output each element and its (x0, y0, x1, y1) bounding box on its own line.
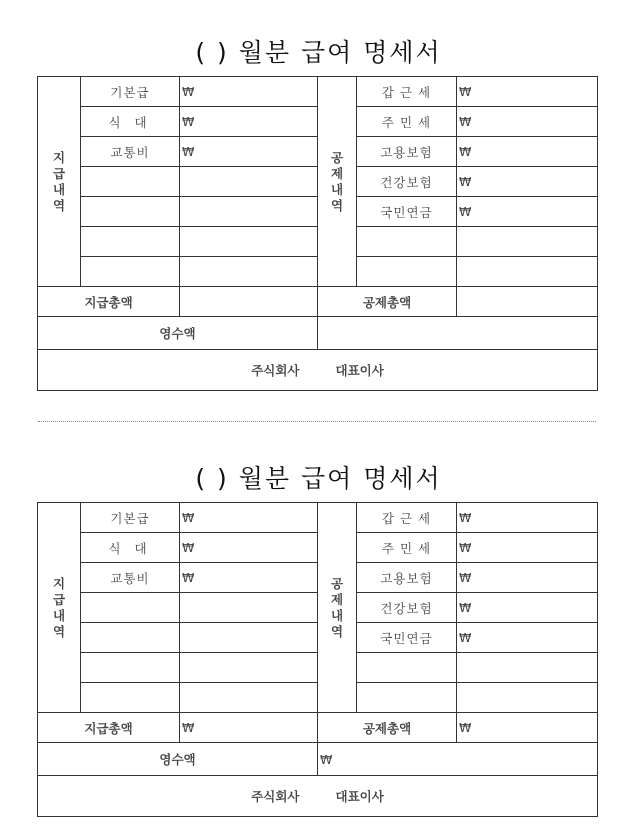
ceo-label: 대표이사 (335, 363, 384, 378)
pay-section-char: 지 (52, 575, 66, 591)
pay-item-label (81, 167, 180, 197)
pay-section-char: 지 (52, 149, 66, 165)
deduct-item-label: 주 민 세 (357, 533, 457, 563)
deduct-section-char: 역 (330, 623, 344, 639)
deduct-item-label: 고용보험 (357, 563, 457, 593)
pay-item-label (81, 257, 180, 287)
payslip-table (37, 502, 598, 817)
deduct-item-label: 갑 근 세 (357, 77, 457, 107)
pay-section-char: 급 (52, 591, 66, 607)
pay-total-value[interactable]: ₩ (180, 713, 318, 743)
pay-item-value[interactable] (180, 227, 318, 257)
signature-row (38, 776, 598, 817)
deduct-section-char: 제 (330, 165, 344, 181)
pay-item-label: 식 대 (81, 533, 180, 563)
deduct-item-label: 갑 근 세 (357, 503, 457, 533)
pay-item-value[interactable]: ₩ (180, 533, 318, 563)
totals-row (38, 287, 598, 317)
pay-item-value[interactable] (180, 167, 318, 197)
pay-item-value[interactable] (180, 593, 318, 623)
deduct-item-label (357, 683, 457, 713)
pay-total-label: 지급총액 (38, 287, 180, 317)
deduct-item-value[interactable] (457, 257, 598, 287)
deduct-item-value[interactable]: ₩ (457, 503, 598, 533)
signature-cell (38, 776, 598, 817)
deduct-section-char: 내 (330, 607, 344, 623)
deduct-section-char: 공 (330, 575, 344, 591)
deduct-section-label (318, 503, 357, 713)
company-label: 주식회사 (251, 789, 300, 804)
pay-item-value[interactable] (180, 653, 318, 683)
received-label: 영수액 (38, 317, 318, 350)
pay-item-label (81, 593, 180, 623)
pay-item-label: 교통비 (81, 563, 180, 593)
deduct-item-label: 건강보험 (357, 167, 457, 197)
item-row (38, 77, 598, 107)
payslip-title: ( ) 월분 급여 명세서 (195, 464, 442, 493)
deduct-item-label: 고용보험 (357, 137, 457, 167)
pay-item-label (81, 197, 180, 227)
deduct-section-label (318, 77, 357, 287)
pay-item-value[interactable]: ₩ (180, 503, 318, 533)
pay-item-label: 기본급 (81, 503, 180, 533)
deduct-item-value[interactable] (457, 653, 598, 683)
pay-item-value[interactable]: ₩ (180, 563, 318, 593)
pay-item-value[interactable] (180, 197, 318, 227)
pay-item-value[interactable] (180, 683, 318, 713)
payslip-title: ( ) 월분 급여 명세서 (195, 38, 442, 67)
deduct-item-value[interactable]: ₩ (457, 77, 598, 107)
pay-item-value[interactable]: ₩ (180, 137, 318, 167)
cut-line-divider (38, 421, 596, 422)
pay-item-label: 기본급 (81, 77, 180, 107)
deduct-item-value[interactable]: ₩ (457, 197, 598, 227)
pay-section-label (38, 77, 81, 287)
deduct-item-value[interactable]: ₩ (457, 533, 598, 563)
deduct-item-label (357, 257, 457, 287)
received-row (38, 317, 598, 350)
deduct-item-label: 건강보험 (357, 593, 457, 623)
ceo-label: 대표이사 (335, 789, 384, 804)
deduct-total-label: 공제총액 (318, 713, 457, 743)
pay-item-label: 식 대 (81, 107, 180, 137)
pay-section-char: 급 (52, 165, 66, 181)
deduct-item-value[interactable] (457, 227, 598, 257)
pay-item-value[interactable] (180, 257, 318, 287)
pay-total-value[interactable] (180, 287, 318, 317)
totals-row (38, 713, 598, 743)
pay-item-value[interactable]: ₩ (180, 107, 318, 137)
pay-section-char: 내 (52, 181, 66, 197)
pay-section-label (38, 503, 81, 713)
deduct-item-value[interactable]: ₩ (457, 137, 598, 167)
signature-row (38, 350, 598, 391)
deduct-item-value[interactable]: ₩ (457, 563, 598, 593)
deduct-item-value[interactable]: ₩ (457, 107, 598, 137)
pay-item-label: 교통비 (81, 137, 180, 167)
deduct-total-value[interactable]: ₩ (457, 713, 598, 743)
deduct-item-value[interactable] (457, 683, 598, 713)
pay-section-char: 내 (52, 607, 66, 623)
received-row (38, 743, 598, 776)
pay-total-label: 지급총액 (38, 713, 180, 743)
deduct-total-value[interactable] (457, 287, 598, 317)
deduct-item-label: 국민연금 (357, 197, 457, 227)
received-label: 영수액 (38, 743, 318, 776)
pay-item-label (81, 653, 180, 683)
company-label: 주식회사 (251, 363, 300, 378)
pay-item-label (81, 623, 180, 653)
received-value[interactable]: ₩ (318, 743, 598, 776)
deduct-section-char: 공 (330, 149, 344, 165)
deduct-item-label (357, 653, 457, 683)
pay-section-char: 역 (52, 197, 66, 213)
deduct-item-label: 주 민 세 (357, 107, 457, 137)
pay-item-value[interactable]: ₩ (180, 77, 318, 107)
deduct-item-value[interactable]: ₩ (457, 593, 598, 623)
pay-item-label (81, 227, 180, 257)
deduct-item-value[interactable]: ₩ (457, 167, 598, 197)
received-value[interactable] (318, 317, 598, 350)
deduct-item-value[interactable]: ₩ (457, 623, 598, 653)
pay-item-label (81, 683, 180, 713)
deduct-item-label: 국민연금 (357, 623, 457, 653)
deduct-total-label: 공제총액 (318, 287, 457, 317)
deduct-section-char: 제 (330, 591, 344, 607)
deduct-section-char: 내 (330, 181, 344, 197)
deduct-section-char: 역 (330, 197, 344, 213)
payslip-table (37, 76, 598, 391)
pay-section-char: 역 (52, 623, 66, 639)
item-row (38, 503, 598, 533)
pay-item-value[interactable] (180, 623, 318, 653)
signature-cell (38, 350, 598, 391)
deduct-item-label (357, 227, 457, 257)
